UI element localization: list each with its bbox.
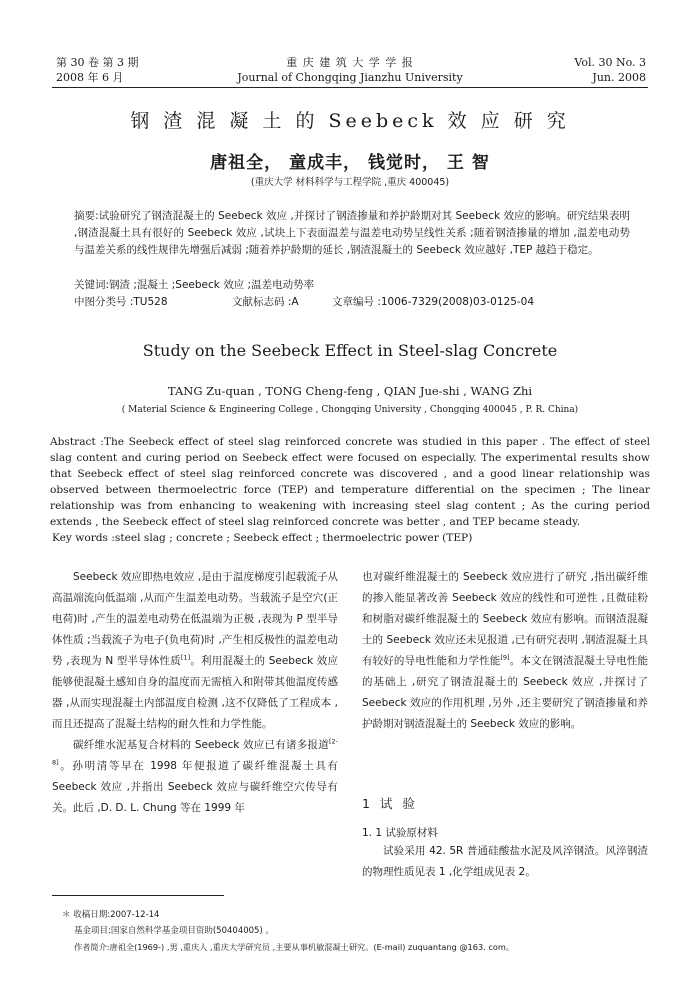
body-column-left <box>52 567 338 819</box>
footnote-rule <box>52 895 224 896</box>
body-column-right-cont <box>362 841 648 883</box>
abstract-cn-label: 摘要: <box>74 210 99 222</box>
keywords-cn <box>74 277 314 292</box>
abstract-en-label: Abstract : <box>50 436 104 448</box>
article-number: 文章编号 :1006-7329(2008)03-0125-04 <box>332 296 535 308</box>
paragraph-text: Seebeck 效应即热电效应 ,是由于温度梯度引起载流子从高温端流向低温端 ,从而产生温差电动势。当载流子是空穴(正电荷)时 ,产生的温差电动势在低温端为正极 ,表现为 P 型半导体性质 ;当载流子为电子(负电荷)时 ,产生相反极性的温差电动势 ,表现为 N 型半导体性质 <box>52 571 338 667</box>
subsection-heading: 1. 1 试验原材料 <box>362 827 438 839</box>
paragraph-text: 。本文在钢渣混凝土导电性能的基础上 ,研究了钢渣混凝土的 Seebeck 效应 ,并探讨了 Seebeck 效应的作用机理 ,另外 ,还主要研究了钢渣掺量和养护龄期对钢渣混凝土的 Seebeck 效应的影响。 <box>362 655 648 730</box>
paragraph <box>362 567 648 735</box>
abstract-cn-text: 试验研究了钢渣混凝土的 Seebeck 效应 ,并探讨了钢渣掺量和养护龄期对其 Seebeck 效应的影响。研究结果表明 ,钢渣混凝土具有很好的 Seebeck 效应 ,试块上下表面温差与温差电动势呈线性关系 ;随着钢渣掺量的增加 ,温差电动势与温差关系的线性规律先增强后减弱 ;随着养护龄期的延长 ,钢渣混凝土的 Seebeck 效应越好 ,TEP 越趋于稳定。 <box>74 210 630 256</box>
keywords-en <box>52 530 472 546</box>
paper-title-en: Study on the Seebeck Effect in Steel-slag Concrete <box>142 341 558 360</box>
abstract-en-text: The Seebeck effect of steel slag reinforced concrete was studied in this paper . The effect of steel slag content and curing period on Seebeck effect were focused on especially. The experimental results show that Seebeck effect of steel slag reinforced concrete was discovered , and a good linear relationship was observed between thermoelectric force (TEP) and temperature differential on the specimen ; The linear relationship was from enhancing to weakening with increasing steel slag content ; As the curing period extends , the Seebeck effect of steel slag reinforced concrete was better , and TEP became steady. <box>50 436 650 528</box>
footnote-author: 作者简介:唐祖全(1969-) ,男 ,重庆人 ,重庆大学研究员 ,主要从事机敏混凝土研究。(E-mail) zuquantang @163. com。 <box>74 942 515 952</box>
clc-number: 中图分类号 :TU528 <box>74 296 168 308</box>
paragraph <box>52 567 338 735</box>
publication-date: 2008 年 6 月 <box>56 71 124 84</box>
citation: [2-8] <box>52 737 338 767</box>
paragraph-text: 也对碳纤维混凝土的 Seebeck 效应进行了研究 ,指出碳纤维的掺入能显著改善 Seebeck 效应的线性和可逆性 ,且微硅粉和树脂对碳纤维混凝土的 Seebeck 效应有影响。而钢渣混凝土的 Seebeck 效应还未见报道 ,已有研究表明 ,钢渣混凝土具有较好的导电性能和力学性能 <box>362 571 648 667</box>
footnote-received: ＊ 收稿日期:2007-12-14 <box>62 910 160 920</box>
abstract-en <box>50 434 650 530</box>
keywords-cn-text: 钢渣 ;混凝土 ;Seebeck 效应 ;温差电动势率 <box>109 279 315 291</box>
authors-en: TANG Zu-quan , TONG Cheng-feng , QIAN Jue-shi , WANG Zhi <box>167 384 533 398</box>
date-en: Jun. 2008 <box>592 71 646 84</box>
keywords-en-text: steel slag ; concrete ; Seebeck effect ; thermoelectric power (TEP) <box>114 532 473 544</box>
section-heading: 1 试 验 <box>362 796 418 811</box>
footnote-fund: 基金项目:国家自然科学基金项目资助(50404005) 。 <box>74 926 274 936</box>
journal-name-cn: 重 庆 建 筑 大 学 学 报 <box>286 56 414 69</box>
paragraph <box>52 735 338 819</box>
keywords-en-label: Key words : <box>52 532 115 544</box>
paragraph-text: 。利用混凝土的 Seebeck 效应能够使混凝土感知自身的温度而无需植入和附带其他温度传感器 ,从而实现混凝土内部温度自检测 ,这不仅降低了工程成本 ,而且还提高了混凝土结构的耐久性和力学性能。 <box>52 655 338 730</box>
citation: [9] <box>500 653 510 662</box>
document-code: 文献标志码 :A <box>232 296 299 308</box>
volume-number-en: Vol. 30 No. 3 <box>574 56 646 69</box>
authors-cn: 唐祖全， 童成丰， 钱觉时， 王 智 <box>210 153 490 173</box>
abstract-cn <box>74 208 630 259</box>
body-column-right <box>362 567 648 735</box>
paragraph: 试验采用 42. 5R 普通硅酸盐水泥及风淬钢渣。风淬钢渣的物理性质见表 1 ,化学组成见表 2。 <box>362 845 648 878</box>
paper-title-cn: 钢 渣 混 凝 土 的 Seebeck 效 应 研 究 <box>130 110 570 132</box>
header-rule <box>52 87 648 88</box>
keywords-cn-label: 关键词: <box>74 279 110 291</box>
affiliation-en: ( Material Science & Engineering College , Chongqing University , Chongqing 400045 , P. R. China) <box>121 405 579 415</box>
citation: [1] <box>180 653 191 662</box>
paragraph-text: 。孙明清等早在 1998 年便报道了碳纤维混凝土具有 Seebeck 效应 ,并指出 Seebeck 效应与碳纤维空穴传导有关。此后 ,D. D. L. Chung 等在 1999 年 <box>52 760 338 814</box>
volume-issue: 第 30 卷 第 3 期 <box>56 56 139 69</box>
journal-name-en: Journal of Chongqing Jianzhu University <box>237 71 463 84</box>
paragraph-text: 碳纤维水泥基复合材料的 Seebeck 效应已有诸多报道 <box>73 739 329 751</box>
affiliation-cn: (重庆大学 材料科学与工程学院 ,重庆 400045) <box>250 177 450 188</box>
